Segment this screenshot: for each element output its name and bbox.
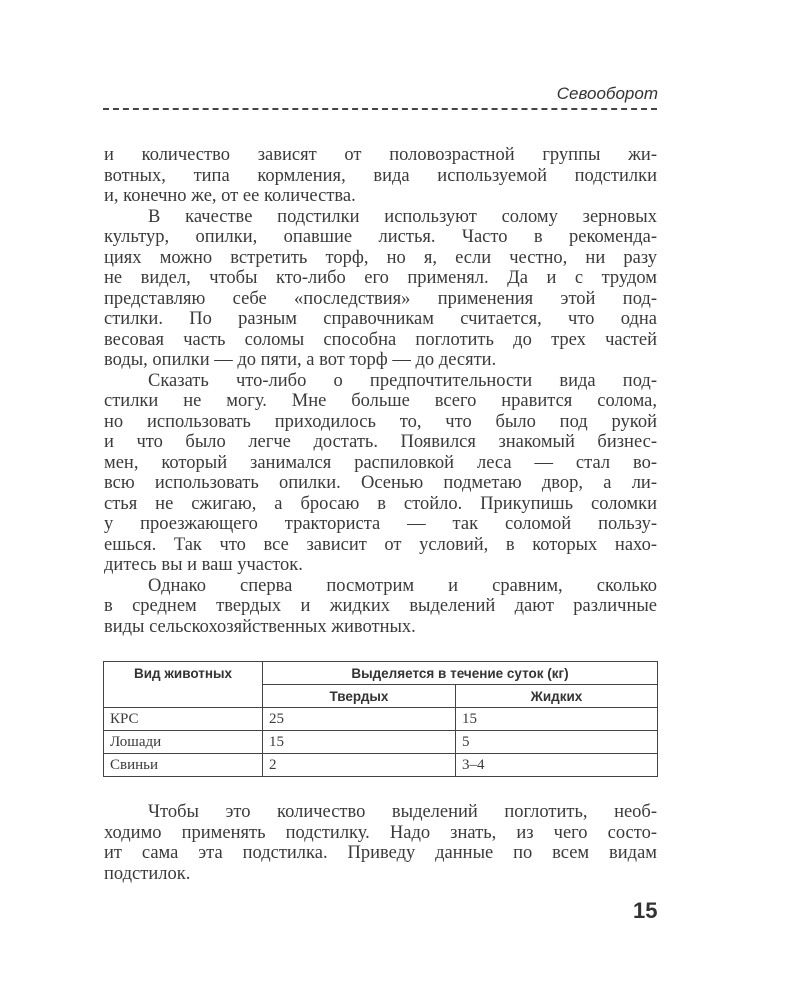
text-line: и что было легче достать. Появился знакомый бизнес-: [104, 432, 657, 452]
text-line: но использовать приходилось то, что было под рукой: [104, 411, 657, 432]
text-line: и количество зависят от половозрастной группы жи-: [104, 145, 657, 165]
running-title: Севооборот: [556, 84, 658, 103]
text-line: ешься. Так что все зависит от условий, в которых нахо-: [104, 534, 657, 555]
text-line: ит сама эта подстилка. Приведу данные по всем видам: [104, 843, 657, 863]
cell-liquid: 3–4: [456, 754, 658, 777]
cell-solid: 15: [263, 731, 456, 754]
header-solid: Твердых: [263, 685, 456, 708]
excretion-table: [103, 661, 658, 777]
cell-solid: 25: [263, 708, 456, 731]
header-animal: Вид животных: [104, 662, 263, 708]
text-line: в среднем твердых и жидких выделений дают различные: [104, 596, 657, 616]
cell-animal: КРС: [104, 708, 263, 731]
text-line: Однако сперва посмотрим и сравним, сколько: [148, 575, 657, 596]
header-liquid: Жидких: [456, 685, 658, 708]
cell-liquid: 15: [456, 708, 658, 731]
table-row: [104, 731, 658, 754]
text-line: Чтобы это количество выделений поглотить, необ-: [148, 802, 657, 822]
cell-solid: 2: [263, 754, 456, 777]
text-line: циях можно встретить торф, но я, если честно, ни разу: [104, 247, 657, 268]
text-line: воды, опилки — до пяти, а вот торф — до десяти.: [104, 350, 497, 370]
text-line: стья не сжигаю, а бросаю в стойло. Прикупишь соломки: [104, 493, 657, 514]
text-line: подстилок.: [104, 863, 191, 884]
header-group: Выделяется в течение суток (кг): [263, 662, 658, 685]
text-line: всю использовать опилки. Осенью подметаю двор, а ли-: [104, 473, 657, 493]
cell-animal: Свиньи: [104, 754, 263, 777]
table-row: [104, 708, 658, 731]
text-line: весовая часть соломы способна поглотить до трех частей: [104, 329, 657, 350]
cell-animal: Лошади: [104, 731, 263, 754]
text-line: не видел, чтобы кто-либо его применял. Да и с трудом: [104, 268, 657, 288]
table-row: [104, 754, 658, 777]
text-line: и, конечно же, от ее количества.: [104, 186, 356, 206]
text-line: стилки. По разным справочникам считается, что одна: [104, 309, 657, 329]
page-number: 15: [633, 898, 658, 923]
text-line: виды сельскохозяйственных животных.: [104, 616, 416, 637]
text-line: дитесь вы и ваш участок.: [104, 555, 303, 575]
header-divider: [103, 108, 657, 110]
text-line: у проезжающего тракториста — так соломой пользу-: [104, 514, 657, 534]
text-line: вотных, типа кормления, вида используемой подстилки: [104, 165, 657, 186]
text-line: Сказать что-либо о предпочтительности вида под-: [148, 370, 657, 391]
text-line: культур, опилки, опавшие листья. Часто в рекоменда-: [104, 227, 657, 247]
text-line: мен, который занимался распиловкой леса — стал во-: [104, 452, 657, 473]
cell-liquid: 5: [456, 731, 658, 754]
text-line: В качестве подстилки используют солому зерновых: [148, 206, 657, 227]
text-line: стилки не могу. Мне больше всего нравится солома,: [104, 391, 657, 411]
text-line: представляю себе «последствия» применения этой под-: [104, 288, 657, 309]
text-line: ходимо применять подстилку. Надо знать, из чего состо-: [104, 822, 657, 843]
